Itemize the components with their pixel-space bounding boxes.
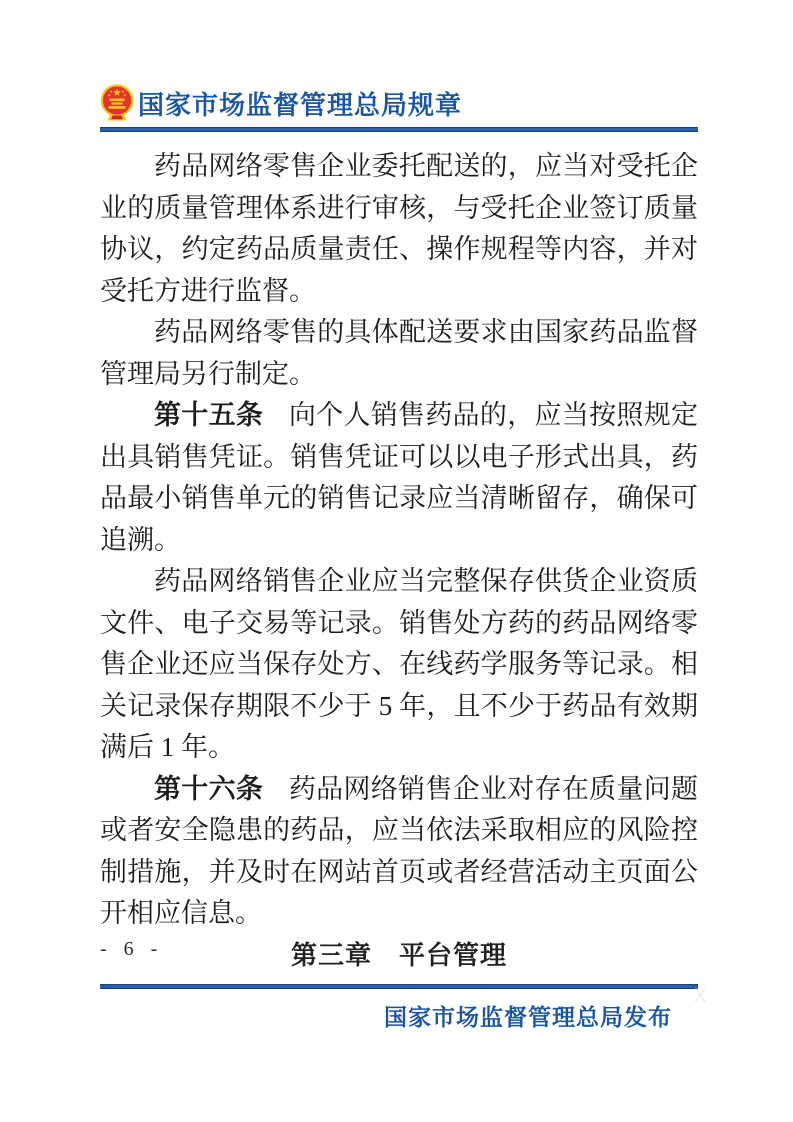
paragraph-text: 药品网络销售企业应当完整保存供货企业资质文件、电子交易等记录。销售处方药的药品网络零售企业还应当保存处方、在线药学服务等记录。相关记录保存期限不少于 5 年，且不少于药品有效期满后 1 年。: [100, 566, 698, 762]
paragraph: [100, 312, 698, 395]
paragraph: [100, 561, 698, 769]
header-rule: [100, 127, 698, 132]
scan-artifact-x: X: [694, 986, 707, 1007]
paragraph-article-16: [100, 769, 698, 935]
paragraph-article-15: [100, 395, 698, 561]
paragraph-text: 药品网络零售企业委托配送的，应当对受托企业的质量管理体系进行审核，与受托企业签订质量协议，约定药品质量责任、操作规程等内容，并对受托方进行监督。: [100, 151, 698, 306]
footer-rule: [100, 984, 698, 989]
page-number: - 6 -: [100, 938, 164, 960]
paragraph-text: 药品网络销售企业对存在质量问题或者安全隐患的药品，应当依法采取相应的风险控制措施，并及时在网站首页或者经营活动主页面公开相应信息。: [100, 773, 699, 928]
chapter-heading: 第三章 平台管理: [290, 939, 507, 970]
paragraph: [100, 146, 698, 312]
article-number: 第十六条: [154, 773, 264, 804]
document-body: [100, 146, 698, 976]
document-header-title: 国家市场监督管理总局规章: [138, 89, 463, 120]
article-number: 第十五条: [154, 400, 264, 430]
paragraph-text: 药品网络零售的具体配送要求由国家药品监督管理局另行制定。: [100, 317, 698, 389]
paragraph-text: 向个人销售药品的，应当按照规定出具销售凭证。销售凭证可以以电子形式出具，药品最小销售单元的销售记录应当清晰留存，确保可追溯。: [100, 400, 699, 555]
publisher-line: 国家市场监督管理总局发布: [384, 1004, 672, 1030]
document-header: [100, 84, 698, 122]
china-national-emblem-icon: [100, 84, 134, 122]
